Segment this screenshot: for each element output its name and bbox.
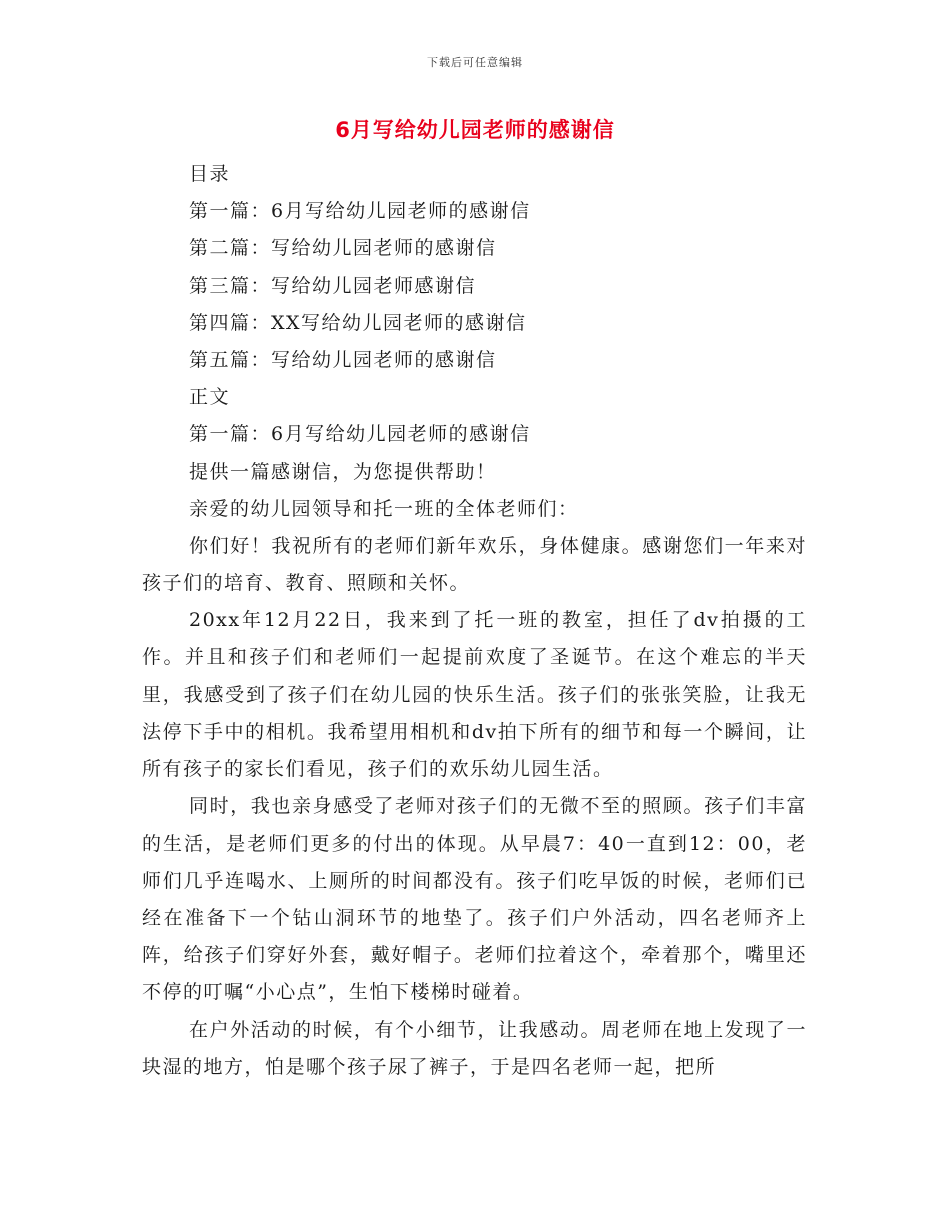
paragraph-1: 你们好！我祝所有的老师们新年欢乐，身体健康。感谢您们一年来对孩子们的培育、教育、照顾和关怀。 (142, 534, 807, 595)
toc-item-4: 第四篇：XX写给幼儿园老师的感谢信 (189, 311, 527, 334)
paragraph-2: 20xx年12月22日，我来到了托一班的教室，担任了dv拍摄的工作。并且和孩子们和老师们一起提前欢度了圣诞节。在这个难忘的半天里，我感受到了孩子们在幼儿园的快乐生活。孩子们的张张笑脸，让我无法停下手中的相机。我希望用相机和dv拍下所有的细节和每一个瞬间，让所有孩子的家长们看见，孩子们的欢乐幼儿园生活。 (142, 609, 807, 781)
document-body (142, 156, 807, 1086)
toc-item-1: 第一篇：6月写给幼儿园老师的感谢信 (189, 200, 531, 223)
toc-heading: 目录 (189, 163, 231, 185)
document-title: 6月写给幼儿园老师的感谢信 (335, 118, 615, 142)
header-note: 下载后可任意编辑 (427, 56, 523, 69)
toc-item-3: 第三篇：写给幼儿园老师感谢信 (189, 274, 477, 297)
salutation: 亲爱的幼儿园领导和托一班的全体老师们： (189, 497, 579, 520)
toc-item-2: 第二篇：写给幼儿园老师的感谢信 (189, 237, 497, 260)
paragraph-4: 在户外活动的时候，有个小细节，让我感动。周老师在地上发现了一块湿的地方，怕是哪个孩子尿了裤子，于是四名老师一起，把所 (142, 1018, 807, 1078)
paragraph-3: 同时，我也亲身感受了老师对孩子们的无微不至的照顾。孩子们丰富的生活，是老师们更多的付出的体现。从早晨7：40一直到12：00，老师们几乎连喝水、上厕所的时间都没有。孩子们吃早饭的时候，老师们已经在准备下一个钻山洞环节的地垫了。孩子们户外活动，四名老师齐上阵，给孩子们穿好外套，戴好帽子。老师们拉着这个，牵着那个，嘴里还不停的叮嘱“小心点”，生怕下楼梯时碰着。 (142, 795, 807, 1004)
intro-line: 提供一篇感谢信，为您提供帮助！ (189, 460, 497, 483)
section-title: 第一篇：6月写给幼儿园老师的感谢信 (189, 423, 531, 446)
body-heading: 正文 (189, 386, 231, 409)
toc-item-5: 第五篇：写给幼儿园老师的感谢信 (189, 348, 497, 371)
